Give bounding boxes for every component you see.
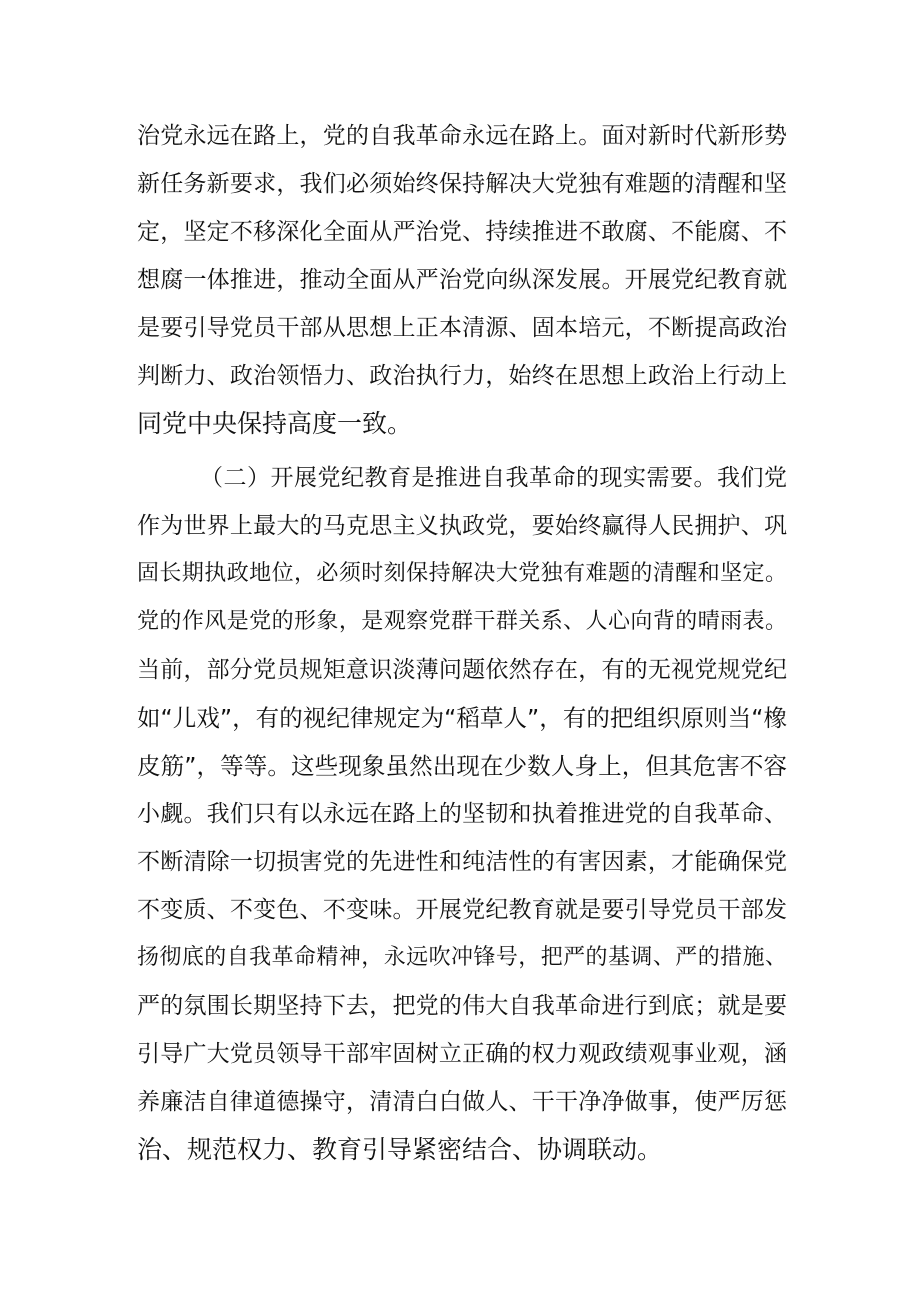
paragraph-1-line-3: 定，坚定不移深化全面从严治党、持续推进不敢腐、不能腐、不 [137,219,787,245]
paragraph-2-line-3: 固长期执政地位，必须时刻保持解决大党独有难题的清醒和坚定。 [137,561,787,586]
paragraph-2-line-12: 严的氛围长期坚持下去，把党的伟大自我革命进行到底；就是要 [137,993,787,1019]
paragraph-2-line-9: 不断清除一切损害党的先进性和纯洁性的有害因素，才能确保党 [137,849,787,875]
paragraph-1-line-6: 判断力、政治领悟力、政治执行力，始终在思想上政治上行动上 [137,363,787,389]
paragraph-2-line-8: 小觑。我们只有以永远在路上的坚韧和执着推进党的自我革命、 [137,801,787,827]
paragraph-2-line-4: 党的作风是党的形象，是观察党群干群关系、人心向背的晴雨表。 [137,609,787,634]
paragraph-2-line-13: 引导广大党员领导干部牢固树立正确的权力观政绩观事业观，涵 [137,1041,787,1067]
paragraph-1-line-1: 治党永远在路上，党的自我革命永远在路上。面对新时代新形势 [137,123,787,149]
paragraph-2-line-7: 皮筋”，等等。这些现象虽然出现在少数人身上，但其危害不容 [137,752,787,780]
paragraph-2-line-11: 扬彻底的自我革命精神，永远吹冲锋号，把严的基调、严的措施、 [137,945,787,970]
paragraph-2-line-6: 如“儿戏”，有的视纪律规定为“稻草人”，有的把组织原则当“橡 [137,704,787,732]
paragraph-2-line-10: 不变质、不变色、不变味。开展党纪教育就是要引导党员干部发 [137,897,787,923]
paragraph-2-line-1: （二）开展党纪教育是推进自我革命的现实需要。我们党 [200,465,787,491]
paragraph-1-line-5: 是要引导党员干部从思想上正本清源、固本培元，不断提高政治 [137,315,787,341]
paragraph-2-line-2: 作为世界上最大的马克思主义执政党，要始终赢得人民拥护、巩 [137,513,787,539]
paragraph-1-line-7: 同党中央保持高度一致。 [137,409,413,438]
paragraph-2-line-15: 治、规范权力、教育引导紧密结合、协调联动。 [137,1135,663,1164]
paragraph-1-line-2: 新任务新要求，我们必须始终保持解决大党独有难题的清醒和坚 [137,171,787,197]
paragraph-1-line-4: 想腐一体推进，推动全面从严治党向纵深发展。开展党纪教育就 [137,267,787,293]
paragraph-2-line-5: 当前，部分党员规矩意识淡薄问题依然存在，有的无视党规党纪 [137,657,787,683]
paragraph-2-line-14: 养廉洁自律道德操守，清清白白做人、干干净净做事，使严厉惩 [137,1089,787,1115]
